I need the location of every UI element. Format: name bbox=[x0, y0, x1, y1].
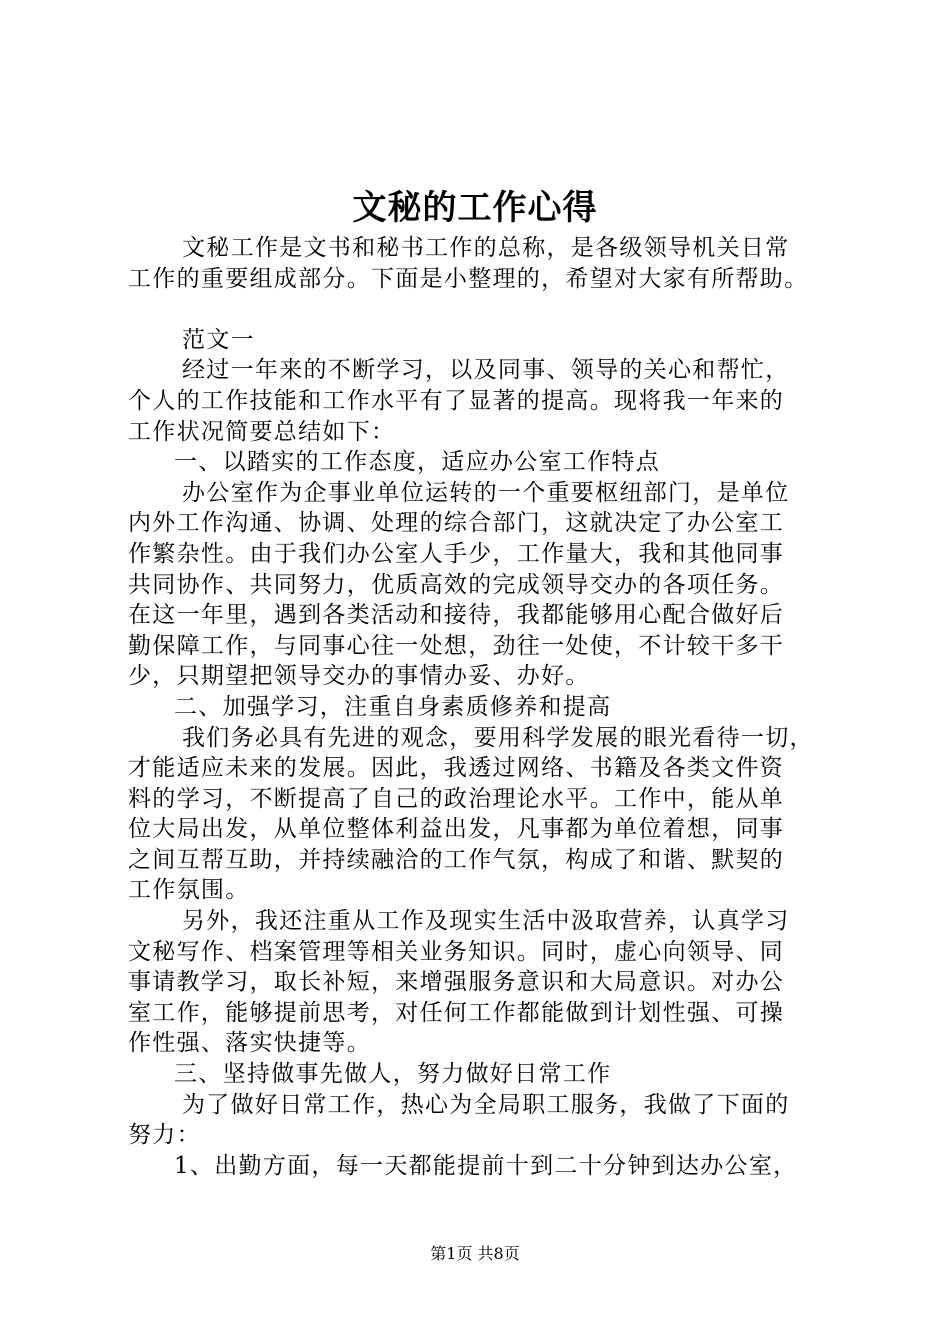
paragraph-line: 经过一年来的不断学习，以及同事、领导的关心和帮忙， bbox=[182, 357, 790, 384]
paragraph-line: 才能适应未来的发展。因此，我透过网络、书籍及各类文件资 bbox=[128, 755, 785, 782]
paragraph-line: 为了做好日常工作，热心为全局职工服务，我做了下面的 bbox=[182, 1091, 790, 1118]
paragraph-line: 文秘工作是文书和秘书工作的总称，是各级领导机关日常 bbox=[182, 235, 790, 261]
section-heading: 三、坚持做事先做人，努力做好日常工作 bbox=[174, 1061, 612, 1088]
paragraph-line: 位大局出发，从单位整体利益出发，凡事都为单位着想，同事 bbox=[128, 816, 785, 843]
document-title: 文秘的工作心得 bbox=[352, 188, 598, 228]
section-heading: 二、加强学习，注重自身素质修养和提高 bbox=[174, 693, 612, 720]
blank-line bbox=[128, 294, 838, 325]
paragraph-line: 事请教学习，取长补短，来增强服务意识和大局意识。对办公 bbox=[128, 969, 785, 996]
paragraph-line: 工作的重要组成部分。下面是小整理的，希望对大家有所帮助。 bbox=[128, 265, 809, 292]
paragraph-line: 个人的工作技能和工作水平有了显著的提高。现将我一年来的 bbox=[128, 387, 785, 414]
paragraph-line: 作性强、落实快捷等。 bbox=[128, 1030, 371, 1057]
paragraph-line: 工作氛围。 bbox=[128, 877, 250, 904]
paragraph-line: 料的学习，不断提高了自己的政治理论水平。工作中，能从单 bbox=[128, 785, 785, 812]
paragraph-line: 内外工作沟通、协调、处理的综合部门，这就决定了办公室工 bbox=[128, 510, 785, 537]
paragraph-line: 共同协作、共同努力，优质高效的完成领导交办的各项任务。 bbox=[128, 571, 785, 598]
section-heading: 一、以踏实的工作态度，适应办公室工作特点 bbox=[174, 449, 660, 476]
paragraph-line: 努力： bbox=[128, 1122, 201, 1149]
paragraph-line: 勤保障工作，与同事心往一处想，劲往一处使，不计较干多干 bbox=[128, 632, 785, 659]
paragraph-line: 1、出勤方面，每一天都能提前十到二十分钟到达办公室， bbox=[174, 1152, 798, 1179]
paragraph-line: 办公室作为企事业单位运转的一个重要枢纽部门，是单位 bbox=[182, 479, 790, 506]
paragraph-line: 我们务必具有先进的观念，要用科学发展的眼光看待一切， bbox=[182, 724, 814, 751]
page-footer: 第1页 共8页 bbox=[430, 1244, 520, 1263]
paragraph-line: 文秘写作、档案管理等相关业务知识。同时，虚心向领导、同 bbox=[128, 938, 785, 965]
paragraph-line: 另外，我还注重从工作及现实生活中汲取营养，认真学习 bbox=[182, 908, 790, 935]
document-body bbox=[128, 233, 838, 1181]
paragraph-line: 在这一年里，遇到各类活动和接待，我都能够用心配合做好后 bbox=[128, 602, 785, 629]
paragraph-line: 之间互帮互助，并持续融洽的工作气氛，构成了和谐、默契的 bbox=[128, 846, 785, 873]
paragraph-line: 少，只期望把领导交办的事情办妥、办好。 bbox=[128, 663, 590, 690]
paragraph-line: 工作状况简要总结如下： bbox=[128, 418, 396, 445]
paragraph-line: 作繁杂性。由于我们办公室人手少，工作量大，我和其他同事 bbox=[128, 540, 785, 567]
section-heading: 范文一 bbox=[182, 326, 255, 353]
paragraph-line: 室工作，能够提前思考，对任何工作都能做到计划性强、可操 bbox=[128, 999, 785, 1026]
